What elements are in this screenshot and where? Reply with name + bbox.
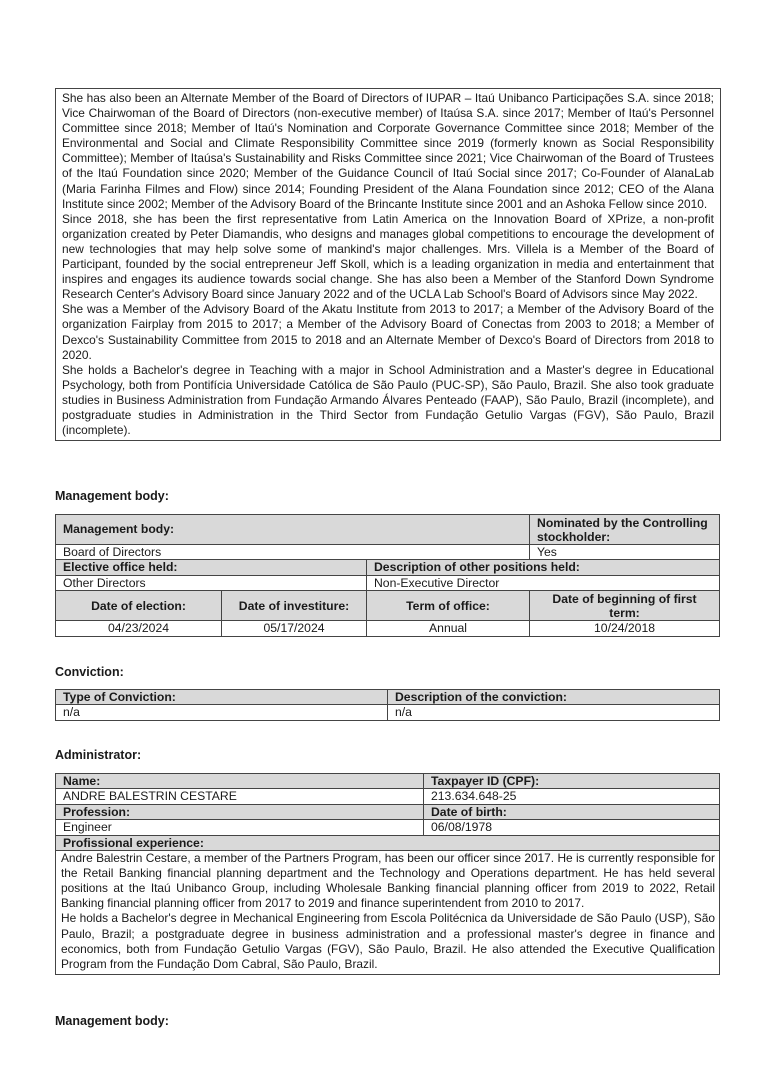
table-row xyxy=(56,690,720,705)
table-row xyxy=(56,591,720,621)
management-body-value: Board of Directors xyxy=(56,545,530,560)
conviction-type-value: n/a xyxy=(56,705,388,720)
header-taxpayer-id: Taxpayer ID (CPF): xyxy=(424,774,720,789)
header-other-positions: Description of other positions held: xyxy=(367,560,720,575)
table-row xyxy=(56,820,720,835)
table-row xyxy=(56,804,720,819)
table-row xyxy=(56,851,720,975)
table-row xyxy=(56,705,720,720)
management-section-title: Management body: xyxy=(55,489,169,503)
bio-paragraph-2: Since 2018, she has been the first representative from Latin America on the Innovation Board of XPrize, a non-profit organization created by Peter Diamandis, who designs and manages global competitions to encourage the development of new technologies that may help solve some of mankind's major challenges. Mrs. Villela is a Member of the Board of Participant, founded by the social entrepreneur Jeff Skoll, which is a leading organization in media and entertainment that inspires and engages its audience towards social change. She has also been a Member of the Stanford Down Syndrome Research Center's Advisory Board since January 2022 and of the UCLA Lab School's Board of Advisors since May 2022. xyxy=(62,211,714,302)
experience-paragraph-2: He holds a Bachelor's degree in Mechanical Engineering from Escola Politécnica da Universidade de São Paulo (USP), São Paulo, Brazil; a postgraduate degree in business administration and a professional master's degree in finance and economics, both from Fundação Getulio Vargas (FGV), São Paulo, Brazil. He also attended the Executive Qualification Program from the Fundação Dom Cabral, São Paulo, Brazil. xyxy=(61,911,715,971)
header-date-of-election: Date of election: xyxy=(56,591,222,621)
nominated-value: Yes xyxy=(530,545,720,560)
header-name: Name: xyxy=(56,774,424,789)
conviction-table xyxy=(55,689,720,721)
table-row xyxy=(56,835,720,850)
taxpayer-id-value: 213.634.648-25 xyxy=(424,789,720,804)
experience-paragraph-1: Andre Balestrin Cestare, a member of the Partners Program, has been our officer since 2017. He is currently responsible for the Retail Banking financial planning department and the Technology and Operations department. He has held several positions at the Itaú Unibanco Group, including Wholesale Banking financial planning officer from 2019 to 2022, Retail Banking financial planning officer from 2017 to 2019 and finance superintendent from 2010 to 2017. xyxy=(61,851,715,911)
table-row xyxy=(56,515,720,545)
bio-paragraph-3: She was a Member of the Advisory Board of the Akatu Institute from 2013 to 2017; a Member of the Advisory Board of the organization Fairplay from 2015 to 2017; a Member of the Advisory Board of Conectas from 2003 to 2018; a Member of Dexco's Sustainability Committee from 2015 to 2018 and an Alternate Member of Dexco's Board of Directors from 2018 to 2020. xyxy=(62,302,714,362)
profession-value: Engineer xyxy=(56,820,424,835)
header-management-body: Management body: xyxy=(56,515,530,545)
header-conviction-description: Description of the conviction: xyxy=(388,690,720,705)
date-of-investiture-value: 05/17/2024 xyxy=(222,621,367,636)
administrator-table xyxy=(55,773,720,975)
table-row xyxy=(56,560,720,575)
conviction-section-title: Conviction: xyxy=(55,665,124,679)
header-term-of-office: Term of office: xyxy=(367,591,530,621)
table-row xyxy=(56,621,720,636)
name-value: ANDRE BALESTRIN CESTARE xyxy=(56,789,424,804)
biography-box xyxy=(55,88,721,441)
header-date-of-birth: Date of birth: xyxy=(424,804,720,819)
table-row xyxy=(56,575,720,590)
table-row xyxy=(56,545,720,560)
first-term-value: 10/24/2018 xyxy=(530,621,720,636)
conviction-description-value: n/a xyxy=(388,705,720,720)
date-of-election-value: 04/23/2024 xyxy=(56,621,222,636)
header-first-term: Date of beginning of first term: xyxy=(530,591,720,621)
elective-office-value: Other Directors xyxy=(56,575,367,590)
header-professional-experience: Profissional experience: xyxy=(56,835,720,850)
bio-paragraph-1: She has also been an Alternate Member of the Board of Directors of IUPAR – Itaú Unibanco Participações S.A. since 2018; Vice Chairwoman of the Board of Directors (non-executive member) of Itaúsa S.A. since 2017; Member of Itaú's Personnel Committee since 2018; Member of Itaú's Nomination and Corporate Governance Committee since 2018; Member of the Environmental and Social and Climate Responsibility Committee since 2019 (formerly known as Social Responsibility Committee); Member of Itaúsa's Sustainability and Risks Committee since 2021; Vice Chairwoman of the Board of Trustees of the Itaú Foundation since 2020; Member of the Guidance Council of Itaú Social since 2017; Co-Founder of AlanaLab (Maria Farinha Filmes and Flow) since 2014; Founding President of the Alana Foundation since 2012; CEO of the Alana Institute since 2002; Member of the Advisory Board of the Brincante Institute since 2001 and an Ashoka Fellow since 2010. xyxy=(62,91,714,211)
administrator-section-title: Administrator: xyxy=(55,748,142,762)
management-table xyxy=(55,514,720,637)
professional-experience-text xyxy=(56,851,720,975)
table-row xyxy=(56,789,720,804)
header-date-of-investiture: Date of investiture: xyxy=(222,591,367,621)
other-positions-value: Non-Executive Director xyxy=(367,575,720,590)
table-row xyxy=(56,774,720,789)
header-profession: Profession: xyxy=(56,804,424,819)
header-type-of-conviction: Type of Conviction: xyxy=(56,690,388,705)
header-elective-office: Elective office held: xyxy=(56,560,367,575)
date-of-birth-value: 06/08/1978 xyxy=(424,820,720,835)
header-nominated: Nominated by the Controlling stockholder: xyxy=(530,515,720,545)
footer-management-section-title: Management body: xyxy=(55,1014,169,1028)
term-of-office-value: Annual xyxy=(367,621,530,636)
bio-paragraph-4: She holds a Bachelor's degree in Teaching with a major in School Administration and a Master's degree in Educational Psychology, both from Pontifícia Universidade Católica de São Paulo (PUC-SP), São Paulo, Brazil. She also took graduate studies in Business Administration from Fundação Armando Álvares Penteado (FAAP), São Paulo, Brazil (incomplete), and postgraduate studies in Administration in the Third Sector from Fundação Getulio Vargas (FGV), São Paulo, Brazil (incomplete). xyxy=(62,362,714,438)
